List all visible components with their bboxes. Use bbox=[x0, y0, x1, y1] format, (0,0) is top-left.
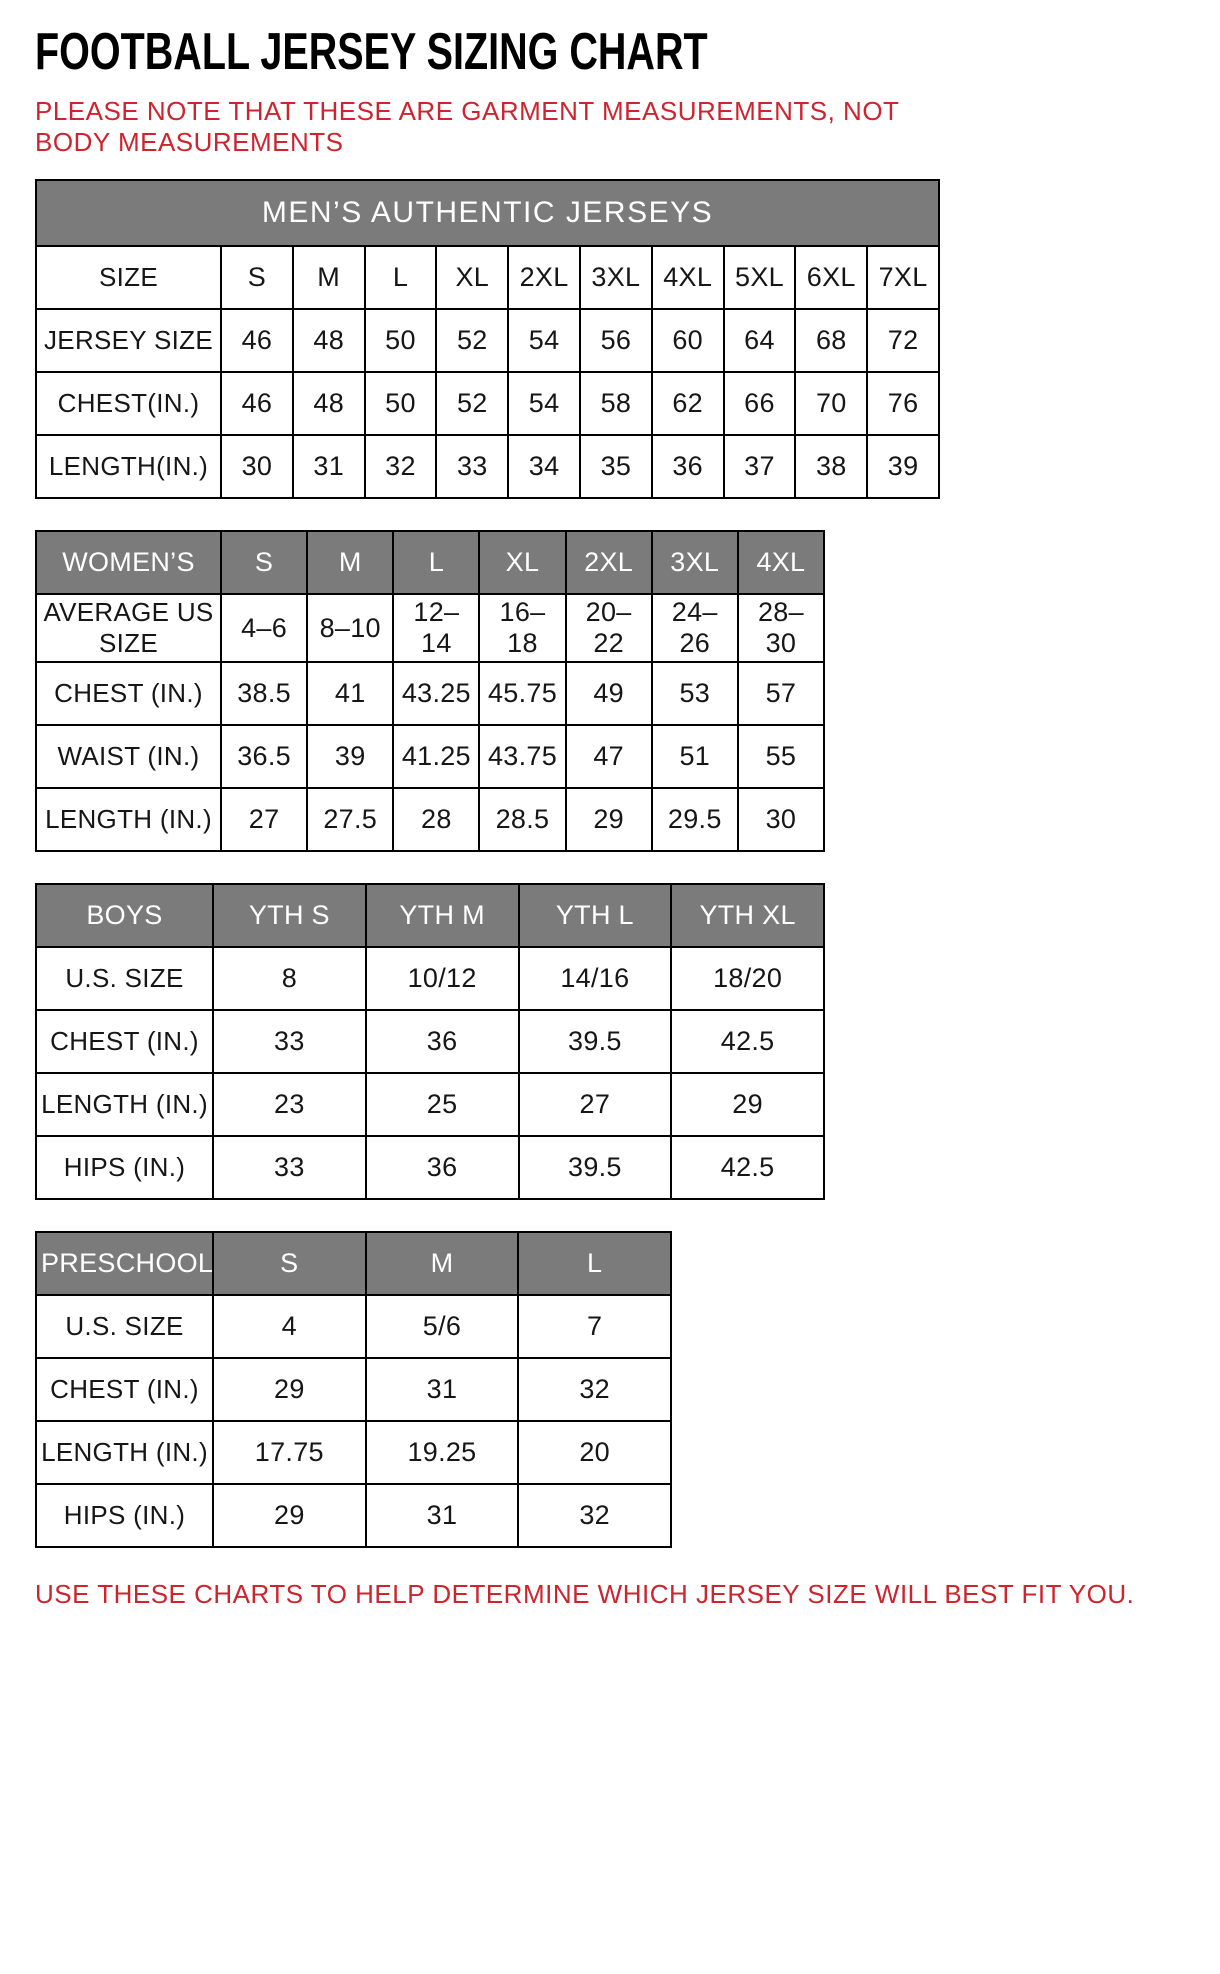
table-cell: 5XL bbox=[724, 246, 796, 309]
size-header: YTH S bbox=[213, 884, 366, 947]
table-cell: 28–30 bbox=[738, 594, 824, 662]
table-cell: 38.5 bbox=[221, 662, 307, 725]
table-cell: 64 bbox=[724, 309, 796, 372]
row-label: CHEST (IN.) bbox=[36, 662, 221, 725]
size-header: XL bbox=[479, 531, 565, 594]
table-cell: 39 bbox=[307, 725, 393, 788]
table-row bbox=[36, 309, 939, 372]
table-cell: 39.5 bbox=[519, 1136, 672, 1199]
row-label: LENGTH (IN.) bbox=[36, 788, 221, 851]
table-cell: 43.25 bbox=[393, 662, 479, 725]
row-label: WAIST (IN.) bbox=[36, 725, 221, 788]
table-cell: 52 bbox=[436, 372, 508, 435]
table-row bbox=[36, 947, 824, 1010]
size-header: YTH XL bbox=[671, 884, 824, 947]
table-cell: 37 bbox=[724, 435, 796, 498]
table-cell: L bbox=[365, 246, 437, 309]
table-cell: 53 bbox=[652, 662, 738, 725]
table-cell: 31 bbox=[366, 1358, 519, 1421]
table-cell: 29 bbox=[213, 1358, 366, 1421]
table-row bbox=[36, 372, 939, 435]
table-cell: 43.75 bbox=[479, 725, 565, 788]
table-cell: 33 bbox=[436, 435, 508, 498]
row-label: LENGTH (IN.) bbox=[36, 1073, 213, 1136]
table-cell: 3XL bbox=[580, 246, 652, 309]
row-label: HIPS (IN.) bbox=[36, 1484, 213, 1547]
table-cell: 70 bbox=[795, 372, 867, 435]
row-label: JERSEY SIZE bbox=[36, 309, 221, 372]
boys-sizing-table bbox=[35, 883, 825, 1200]
table-cell: 41 bbox=[307, 662, 393, 725]
table-cell: 66 bbox=[724, 372, 796, 435]
table-row bbox=[36, 788, 824, 851]
table-cell: 68 bbox=[795, 309, 867, 372]
table-cell: 46 bbox=[221, 372, 293, 435]
table-cell: 31 bbox=[366, 1484, 519, 1547]
size-header: YTH L bbox=[519, 884, 672, 947]
table-cell: 14/16 bbox=[519, 947, 672, 1010]
table-cell: 28.5 bbox=[479, 788, 565, 851]
size-header: S bbox=[213, 1232, 366, 1295]
table-cell: 27.5 bbox=[307, 788, 393, 851]
table-row bbox=[36, 1295, 671, 1358]
table-cell: 29.5 bbox=[652, 788, 738, 851]
table-cell: 72 bbox=[867, 309, 939, 372]
table-cell: 32 bbox=[518, 1358, 671, 1421]
table-cell: 33 bbox=[213, 1010, 366, 1073]
table-cell: 19.25 bbox=[366, 1421, 519, 1484]
row-label: CHEST (IN.) bbox=[36, 1358, 213, 1421]
table-cell: 49 bbox=[566, 662, 652, 725]
table-cell: 58 bbox=[580, 372, 652, 435]
table-cell: 23 bbox=[213, 1073, 366, 1136]
table-cell: 54 bbox=[508, 309, 580, 372]
table-cell: 76 bbox=[867, 372, 939, 435]
table-header-label: WOMEN’S bbox=[36, 531, 221, 594]
table-cell: 28 bbox=[393, 788, 479, 851]
table-cell: 27 bbox=[519, 1073, 672, 1136]
table-cell: 32 bbox=[365, 435, 437, 498]
table-row bbox=[36, 1010, 824, 1073]
womens-sizing-table bbox=[35, 530, 825, 852]
table-cell: 4–6 bbox=[221, 594, 307, 662]
table-cell: 56 bbox=[580, 309, 652, 372]
table-cell: 4XL bbox=[652, 246, 724, 309]
table-row bbox=[36, 1358, 671, 1421]
preschool-sizing-table bbox=[35, 1231, 672, 1548]
table-cell: 30 bbox=[221, 435, 293, 498]
size-header: L bbox=[518, 1232, 671, 1295]
garment-measurement-note: PLEASE NOTE THAT THESE ARE GARMENT MEASUREMENTS, NOT BODY MEASUREMENTS bbox=[35, 96, 899, 157]
table-cell: 36.5 bbox=[221, 725, 307, 788]
table-cell: 32 bbox=[518, 1484, 671, 1547]
table-cell: 25 bbox=[366, 1073, 519, 1136]
table-cell: 8 bbox=[213, 947, 366, 1010]
row-label: AVERAGE US SIZE bbox=[36, 594, 221, 662]
table-cell: 18/20 bbox=[671, 947, 824, 1010]
table-cell: 29 bbox=[566, 788, 652, 851]
row-label: U.S. SIZE bbox=[36, 947, 213, 1010]
table-row bbox=[36, 725, 824, 788]
table-cell: 2XL bbox=[508, 246, 580, 309]
table-cell: 12–14 bbox=[393, 594, 479, 662]
table-cell: 5/6 bbox=[366, 1295, 519, 1358]
table-cell: 46 bbox=[221, 309, 293, 372]
table-cell: 39 bbox=[867, 435, 939, 498]
table-banner: MEN’S AUTHENTIC JERSEYS bbox=[36, 180, 939, 246]
row-label: LENGTH(IN.) bbox=[36, 435, 221, 498]
table-cell: 36 bbox=[652, 435, 724, 498]
table-cell: 29 bbox=[671, 1073, 824, 1136]
table-cell: 57 bbox=[738, 662, 824, 725]
size-header: 3XL bbox=[652, 531, 738, 594]
table-header-row bbox=[36, 884, 824, 947]
table-cell: M bbox=[293, 246, 365, 309]
table-cell: 62 bbox=[652, 372, 724, 435]
table-row bbox=[36, 246, 939, 309]
table-cell: 34 bbox=[508, 435, 580, 498]
table-header-label: BOYS bbox=[36, 884, 213, 947]
table-row bbox=[36, 1421, 671, 1484]
table-header-row bbox=[36, 1232, 671, 1295]
table-cell: 48 bbox=[293, 309, 365, 372]
table-cell: 50 bbox=[365, 372, 437, 435]
table-cell: 33 bbox=[213, 1136, 366, 1199]
table-cell: 35 bbox=[580, 435, 652, 498]
table-cell: 36 bbox=[366, 1136, 519, 1199]
table-cell: 16–18 bbox=[479, 594, 565, 662]
table-header-label: PRESCHOOL bbox=[36, 1232, 213, 1295]
table-cell: 51 bbox=[652, 725, 738, 788]
table-row bbox=[36, 662, 824, 725]
table-cell: 8–10 bbox=[307, 594, 393, 662]
table-cell: 27 bbox=[221, 788, 307, 851]
table-header-row bbox=[36, 531, 824, 594]
table-cell: 52 bbox=[436, 309, 508, 372]
row-label: U.S. SIZE bbox=[36, 1295, 213, 1358]
table-row bbox=[36, 435, 939, 498]
table-cell: 38 bbox=[795, 435, 867, 498]
table-cell: 31 bbox=[293, 435, 365, 498]
table-cell: 47 bbox=[566, 725, 652, 788]
table-cell: XL bbox=[436, 246, 508, 309]
table-row bbox=[36, 1136, 824, 1199]
row-label: SIZE bbox=[36, 246, 221, 309]
size-header: M bbox=[366, 1232, 519, 1295]
table-cell: 54 bbox=[508, 372, 580, 435]
table-cell: 17.75 bbox=[213, 1421, 366, 1484]
row-label: CHEST(IN.) bbox=[36, 372, 221, 435]
mens-authentic-jerseys-table bbox=[35, 179, 940, 499]
size-header: YTH M bbox=[366, 884, 519, 947]
table-cell: 29 bbox=[213, 1484, 366, 1547]
table-cell: 48 bbox=[293, 372, 365, 435]
size-header: L bbox=[393, 531, 479, 594]
table-cell: 6XL bbox=[795, 246, 867, 309]
table-cell: 55 bbox=[738, 725, 824, 788]
table-cell: 60 bbox=[652, 309, 724, 372]
table-cell: 36 bbox=[366, 1010, 519, 1073]
table-cell: 20–22 bbox=[566, 594, 652, 662]
table-cell: 39.5 bbox=[519, 1010, 672, 1073]
table-cell: 42.5 bbox=[671, 1136, 824, 1199]
table-row bbox=[36, 1484, 671, 1547]
footer-note: USE THESE CHARTS TO HELP DETERMINE WHICH JERSEY SIZE WILL BEST FIT YOU. bbox=[35, 1579, 1135, 1610]
table-cell: 30 bbox=[738, 788, 824, 851]
table-cell: 45.75 bbox=[479, 662, 565, 725]
row-label: HIPS (IN.) bbox=[36, 1136, 213, 1199]
table-banner-row bbox=[36, 180, 939, 246]
row-label: LENGTH (IN.) bbox=[36, 1421, 213, 1484]
row-label: CHEST (IN.) bbox=[36, 1010, 213, 1073]
table-cell: 10/12 bbox=[366, 947, 519, 1010]
table-cell: S bbox=[221, 246, 293, 309]
table-row bbox=[36, 1073, 824, 1136]
size-header: 4XL bbox=[738, 531, 824, 594]
table-cell: 4 bbox=[213, 1295, 366, 1358]
table-cell: 7XL bbox=[867, 246, 939, 309]
table-cell: 42.5 bbox=[671, 1010, 824, 1073]
table-cell: 50 bbox=[365, 309, 437, 372]
table-row bbox=[36, 594, 824, 662]
size-header: 2XL bbox=[566, 531, 652, 594]
page-title: FOOTBALL JERSEY SIZING CHART bbox=[35, 23, 708, 81]
table-cell: 41.25 bbox=[393, 725, 479, 788]
size-header: M bbox=[307, 531, 393, 594]
table-cell: 20 bbox=[518, 1421, 671, 1484]
size-header: S bbox=[221, 531, 307, 594]
table-cell: 7 bbox=[518, 1295, 671, 1358]
table-cell: 24–26 bbox=[652, 594, 738, 662]
